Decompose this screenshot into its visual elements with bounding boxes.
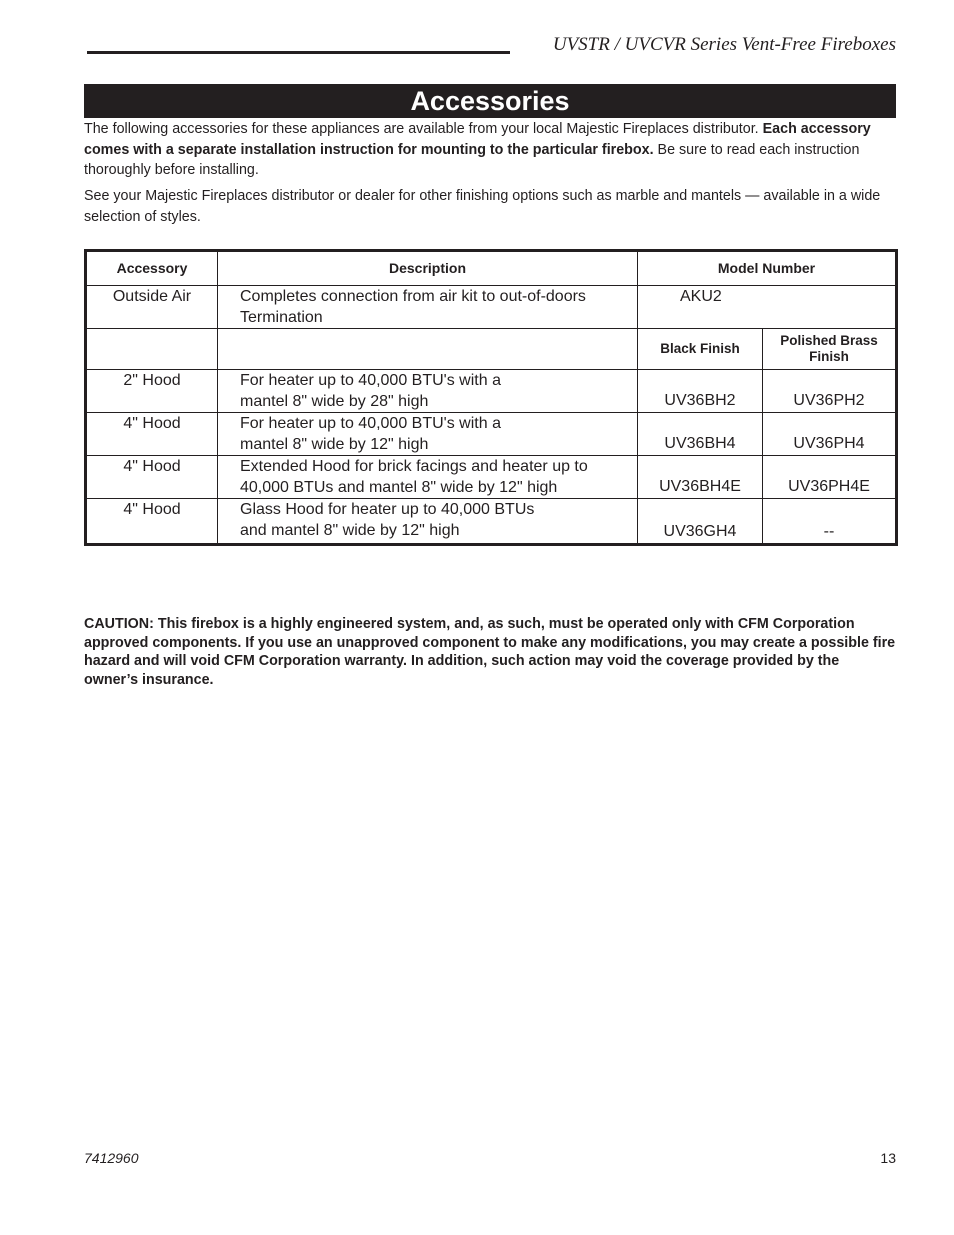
finish-header-row (86, 329, 897, 370)
cell-brass-model: UV36PH4E (763, 456, 897, 499)
cell-description (218, 499, 638, 545)
cell-empty (86, 329, 218, 370)
cell-accessory: 2" Hood (86, 370, 218, 413)
cell-accessory: Outside Air (86, 286, 218, 329)
cell-empty (218, 329, 638, 370)
series-title: UVSTR / UVCVR Series Vent-Free Fireboxes (552, 34, 896, 55)
header-accessory: Accessory (86, 251, 218, 286)
table-row (86, 499, 897, 545)
intro-paragraph (84, 119, 896, 181)
cell-description (218, 456, 638, 499)
cell-accessory: 4" Hood (86, 413, 218, 456)
cell-description (218, 413, 638, 456)
intro-text-end: Be sure to read each instruction thoroughly before installing. (84, 141, 860, 178)
description-line: Extended Hood for brick facings and heater up to (240, 458, 588, 475)
cell-brass-model: UV36PH2 (763, 370, 897, 413)
table-row (86, 456, 897, 499)
table-row (86, 370, 897, 413)
cell-model: AKU2 (638, 286, 897, 329)
header-model-number: Model Number (638, 251, 897, 286)
cell-brass-model: UV36PH4 (763, 413, 897, 456)
header-description: Description (218, 251, 638, 286)
cell-description: Completes connection from air kit to out-of-doors Termination (218, 286, 638, 329)
cell-description (218, 370, 638, 413)
document-number: 7412960 (84, 1150, 139, 1166)
table-row (86, 286, 897, 329)
description-line: and mantel 8" wide by 12" high (240, 521, 460, 539)
description-line: For heater up to 40,000 BTU's with a (240, 372, 501, 389)
description-line: mantel 8" wide by 28" high (240, 392, 429, 410)
cell-black-model: UV36BH4E (638, 456, 763, 499)
header-brass-finish: Polished Brass Finish (763, 329, 897, 370)
header-black-finish: Black Finish (638, 329, 763, 370)
intro-text: The following accessories for these appliances are available from your local Majestic Fireplaces distributor. (84, 121, 763, 137)
description-line: 40,000 BTUs and mantel 8" wide by 12" high (240, 478, 558, 496)
cell-black-model: UV36BH2 (638, 370, 763, 413)
description-line: For heater up to 40,000 BTU's with a (240, 415, 501, 432)
caution-notice: CAUTION: This firebox is a highly engineered system, and, as such, must be operated only with CFM Corporation approved components. If you use an unapproved component to make any modifications, you may create a possible fire hazard and will void CFM Corporation warranty. In addition, such action may void the coverage provided by the owner’s insurance. (84, 616, 896, 688)
description-line: Glass Hood for heater up to 40,000 BTUs (240, 501, 535, 518)
cell-black-model: UV36GH4 (638, 499, 763, 545)
cell-accessory: 4" Hood (86, 499, 218, 545)
section-title: Accessories (84, 84, 896, 118)
page-number: 13 (880, 1150, 896, 1166)
intro-bold-text: Each accessory comes with a separate installation instruction for mounting to the particular firebox. (84, 121, 871, 158)
table-row (86, 413, 897, 456)
table-header-row (86, 251, 897, 286)
accessories-table (84, 249, 898, 546)
dealer-paragraph: See your Majestic Fireplaces distributor or dealer for other finishing options such as marble and mantels — available in a wide selection of styles. (84, 188, 881, 225)
cell-accessory: 4" Hood (86, 456, 218, 499)
cell-black-model: UV36BH4 (638, 413, 763, 456)
cell-brass-model: -- (763, 499, 897, 545)
header-rule (87, 51, 510, 54)
description-line: mantel 8" wide by 12" high (240, 435, 429, 453)
